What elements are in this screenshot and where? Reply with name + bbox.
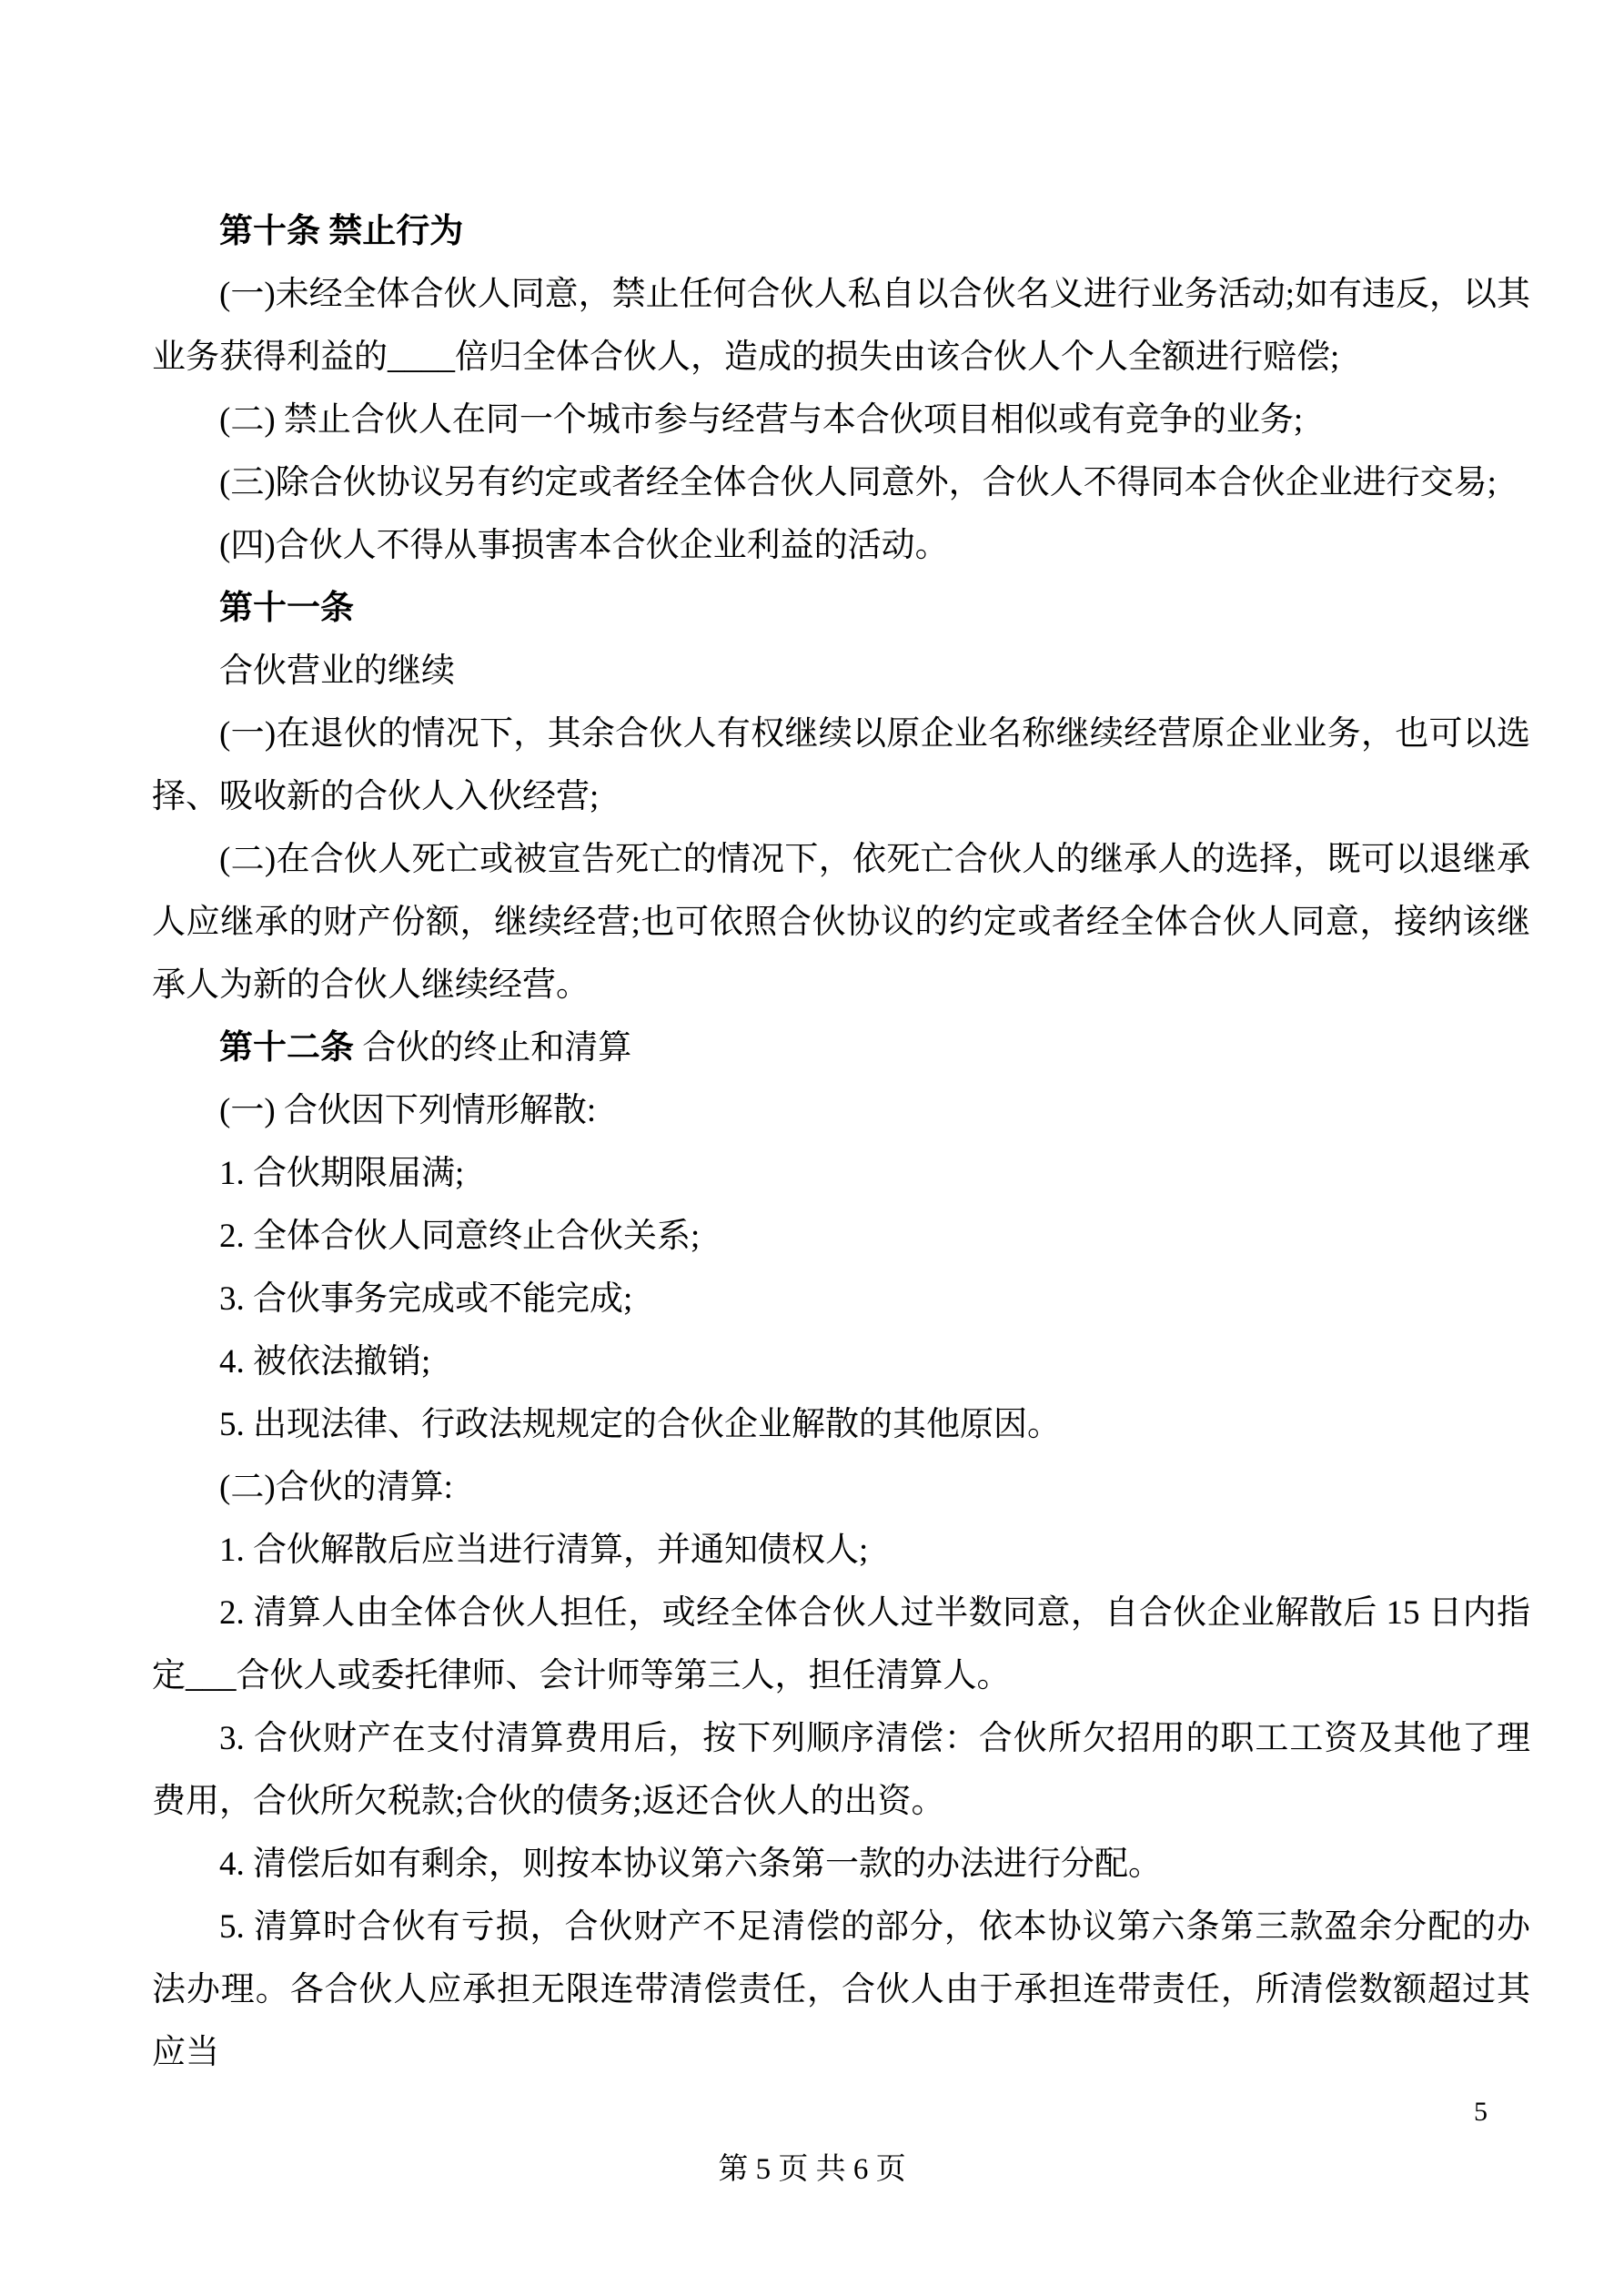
paragraph	[152, 514, 1530, 577]
heading	[152, 577, 1530, 640]
heading	[152, 200, 1530, 263]
paragraph	[152, 640, 1530, 703]
corner-page-number: 5	[1474, 2097, 1488, 2127]
paragraph-text: (一) 合伙因下列情形解散:	[219, 1092, 597, 1129]
paragraph-text: (三)除合伙协议另有约定或者经全体合伙人同意外，合伙人不得同本合伙企业进行交易;	[219, 464, 1497, 501]
paragraph-text: (一)在退伙的情况下，其余合伙人有权继续以原企业名称继续经营原企业业务，也可以选择、吸收新的合伙人入伙经营;	[152, 715, 1530, 815]
paragraph-text: (二)合伙的清算:	[219, 1469, 453, 1506]
paragraph	[152, 703, 1530, 828]
paragraph-text: 4. 清偿后如有剩余，则按本协议第六条第一款的办法进行分配。	[219, 1846, 1162, 1883]
paragraph	[152, 1582, 1530, 1707]
paragraph	[152, 1833, 1530, 1896]
heading-text: 第十一条	[219, 590, 354, 627]
paragraph-text: 合伙营业的继续	[219, 652, 455, 690]
paragraph	[152, 1079, 1530, 1142]
heading-paragraph	[152, 1017, 1530, 1079]
paragraph	[152, 263, 1530, 389]
paragraph	[152, 1393, 1530, 1456]
document-body	[152, 200, 1530, 2084]
paragraph-text: 1. 合伙解散后应当进行清算，并通知债权人;	[219, 1532, 869, 1569]
paragraph-text: 3. 合伙财产在支付清算费用后，按下列顺序清偿：合伙所欠招用的职工工资及其他了理费用，合伙所欠税款;合伙的债务;返还合伙人的出资。	[152, 1720, 1530, 1820]
heading-text: 第十二条	[219, 1029, 354, 1067]
paragraph-text: (一)未经全体合伙人同意，禁止任何合伙人私自以合伙名义进行业务活动;如有违反，以其业务获得利益的____倍归全体合伙人，造成的损失由该合伙人个人全额进行赔偿;	[152, 276, 1530, 376]
paragraph	[152, 1896, 1530, 2084]
paragraph	[152, 1519, 1530, 1582]
page-footer: 第 5 页 共 6 页	[718, 2153, 906, 2186]
heading-text: 第十条 禁止行为	[219, 213, 464, 250]
paragraph	[152, 1142, 1530, 1205]
paragraph	[152, 1456, 1530, 1519]
paragraph	[152, 1707, 1530, 1833]
paragraph-text: 3. 合伙事务完成或不能完成;	[219, 1280, 633, 1318]
paragraph-text: 合伙的终止和清算	[354, 1029, 632, 1067]
paragraph	[152, 1205, 1530, 1268]
paragraph	[152, 389, 1530, 451]
paragraph	[152, 451, 1530, 514]
paragraph-text: 5. 出现法律、行政法规规定的合伙企业解散的其他原因。	[219, 1406, 1061, 1443]
paragraph-text: (二) 禁止合伙人在同一个城市参与经营与本合伙项目相似或有竞争的业务;	[219, 401, 1304, 439]
paragraph-text: 2. 全体合伙人同意终止合伙关系;	[219, 1218, 701, 1255]
paragraph-text: 5. 清算时合伙有亏损，合伙财产不足清偿的部分，依本协议第六条第三款盈余分配的办法办理。各合伙人应承担无限连带清偿责任，合伙人由于承担连带责任，所清偿数额超过其应当	[152, 1908, 1530, 2071]
paragraph	[152, 1330, 1530, 1393]
paragraph-text: (二)在合伙人死亡或被宣告死亡的情况下，依死亡合伙人的继承人的选择，既可以退继承人应继承的财产份额，继续经营;也可依照合伙协议的约定或者经全体合伙人同意，接纳该继承人为新的合伙人继续经营。	[152, 841, 1530, 1004]
paragraph-text: (四)合伙人不得从事损害本合伙企业利益的活动。	[219, 527, 949, 564]
paragraph-text: 1. 合伙期限届满;	[219, 1155, 465, 1192]
paragraph-text: 4. 被依法撤销;	[219, 1343, 431, 1381]
paragraph-text: 2. 清算人由全体合伙人担任，或经全体合伙人过半数同意，自合伙企业解散后 15 日内指定___合伙人或委托律师、会计师等第三人，担任清算人。	[152, 1594, 1530, 1694]
paragraph	[152, 1268, 1530, 1330]
paragraph	[152, 828, 1530, 1017]
